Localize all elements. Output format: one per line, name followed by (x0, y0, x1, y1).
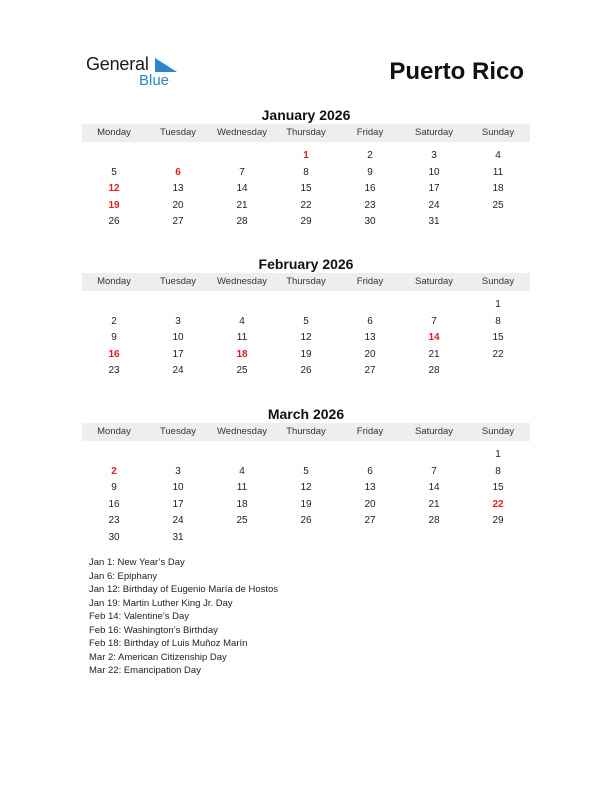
day-cell: 18 (236, 498, 248, 510)
weekday-header: Tuesday (146, 273, 210, 291)
day-cell: 25 (492, 199, 504, 211)
day-cell: 15 (492, 482, 504, 494)
empty-day-cell (402, 530, 466, 547)
logo (86, 54, 186, 94)
calendar-grid (82, 423, 530, 547)
logo-triangle-icon (155, 58, 177, 72)
day-cell: 6 (367, 315, 373, 327)
weekday-header: Saturday (402, 124, 466, 142)
day-cell: 6 (367, 465, 373, 477)
day-cell: 14 (236, 183, 248, 195)
day-cell: 24 (172, 365, 184, 377)
day-cell: 21 (428, 498, 440, 510)
empty-day-cell (338, 447, 402, 464)
day-cell: 10 (428, 166, 440, 178)
empty-day-cell (146, 447, 210, 464)
empty-day-cell (402, 297, 466, 314)
weekday-header: Friday (338, 124, 402, 142)
holiday-day-cell: 1 (303, 150, 309, 161)
day-cell: 11 (236, 482, 248, 494)
empty-day-cell (338, 297, 402, 314)
day-cell: 15 (300, 183, 312, 195)
weekday-header: Wednesday (210, 273, 274, 291)
day-cell: 23 (108, 365, 120, 377)
day-cell: 20 (364, 498, 376, 510)
weekday-header: Monday (82, 423, 146, 441)
weekday-header: Saturday (402, 423, 466, 441)
day-cell: 9 (111, 332, 117, 344)
day-cell: 30 (108, 531, 120, 543)
weekday-header: Thursday (274, 423, 338, 441)
day-cell: 23 (364, 199, 376, 211)
day-cell: 24 (428, 199, 440, 211)
day-cell: 8 (495, 315, 501, 327)
day-cell: 17 (428, 183, 440, 195)
calendar-grid (82, 124, 530, 231)
holiday-day-cell: 14 (428, 332, 440, 344)
weekday-header: Tuesday (146, 423, 210, 441)
empty-day-cell (466, 363, 530, 380)
day-cell: 4 (239, 315, 245, 327)
day-cell: 12 (300, 332, 312, 344)
holiday-item: Feb 14: Valentine’s Day (89, 611, 189, 622)
holiday-day-cell: 2 (111, 465, 117, 477)
day-cell: 13 (364, 482, 376, 494)
day-cell: 12 (300, 482, 312, 494)
day-cell: 31 (172, 531, 184, 543)
day-cell: 21 (236, 199, 248, 211)
day-cell: 19 (300, 498, 312, 510)
day-cell: 30 (364, 216, 376, 228)
holiday-item: Mar 2: American Citizenship Day (89, 651, 227, 663)
holiday-item: Feb 18: Birthday of Luis Muñoz Marín (89, 638, 248, 649)
empty-day-cell (274, 297, 338, 314)
day-cell: 10 (172, 482, 184, 494)
day-cell: 31 (428, 216, 440, 228)
month-march (82, 405, 530, 547)
day-cell: 19 (300, 348, 312, 360)
day-cell: 7 (431, 465, 437, 477)
day-cell: 14 (428, 482, 440, 494)
day-cell: 7 (431, 315, 437, 327)
day-cell: 25 (236, 515, 248, 527)
day-cell: 11 (492, 166, 504, 178)
weekday-header: Saturday (402, 273, 466, 291)
day-cell: 22 (300, 199, 312, 211)
month-january (82, 106, 530, 231)
holiday-day-cell: 12 (108, 183, 120, 195)
country-title: Puerto Rico (389, 58, 524, 85)
weekday-header: Monday (82, 273, 146, 291)
day-cell: 8 (495, 465, 501, 477)
day-cell: 25 (236, 365, 248, 377)
weekday-header: Friday (338, 273, 402, 291)
holiday-item: Jan 12: Birthday of Eugenio María de Hostos (89, 584, 279, 595)
day-cell: 9 (111, 482, 117, 494)
weekday-header: Friday (338, 423, 402, 441)
holiday-day-cell: 19 (108, 199, 120, 211)
day-cell: 5 (303, 465, 309, 477)
day-cell: 22 (492, 348, 504, 360)
empty-day-cell (210, 447, 274, 464)
weekday-header: Wednesday (210, 423, 274, 441)
calendar-grid (82, 273, 530, 380)
day-cell: 17 (172, 498, 184, 510)
weekday-header: Monday (82, 124, 146, 142)
day-cell: 16 (364, 183, 376, 195)
day-cell: 28 (428, 365, 440, 377)
empty-day-cell (146, 148, 210, 165)
day-cell: 2 (111, 315, 117, 327)
empty-day-cell (210, 297, 274, 314)
empty-day-cell (338, 530, 402, 547)
day-cell: 10 (172, 332, 184, 344)
day-cell: 4 (239, 465, 245, 477)
empty-day-cell (82, 297, 146, 314)
weekday-header: Thursday (274, 273, 338, 291)
holiday-item: Jan 19: Martin Luther King Jr. Day (89, 597, 233, 609)
logo-blue-text: Blue (139, 72, 170, 89)
weekday-header: Sunday (466, 124, 530, 142)
day-cell: 15 (492, 332, 504, 344)
day-cell: 8 (303, 166, 309, 178)
day-cell: 16 (108, 498, 120, 510)
holiday-item: Jan 6: Epiphany (89, 570, 158, 582)
empty-day-cell (82, 148, 146, 165)
day-cell: 3 (431, 150, 437, 161)
day-cell: 18 (492, 183, 504, 195)
weekday-header: Thursday (274, 124, 338, 142)
day-cell: 5 (303, 315, 309, 327)
day-cell: 23 (108, 515, 120, 527)
holiday-day-cell: 16 (108, 348, 120, 360)
day-cell: 27 (364, 515, 376, 527)
day-cell: 24 (172, 515, 184, 527)
day-cell: 29 (492, 515, 504, 527)
logo-general-text: General (86, 54, 149, 74)
day-cell: 17 (172, 348, 184, 360)
empty-day-cell (274, 530, 338, 547)
day-cell: 7 (239, 166, 245, 178)
day-cell: 28 (236, 216, 248, 228)
month-title: February 2026 (258, 256, 354, 272)
day-cell: 13 (364, 332, 376, 344)
day-cell: 20 (364, 348, 376, 360)
holiday-day-cell: 6 (175, 166, 181, 178)
day-cell: 5 (111, 166, 117, 178)
empty-day-cell (82, 447, 146, 464)
empty-day-cell (402, 447, 466, 464)
holiday-item: Mar 22: Emancipation Day (89, 665, 201, 676)
month-february (82, 255, 530, 380)
day-cell: 26 (108, 216, 120, 228)
holiday-day-cell: 18 (236, 348, 248, 360)
weekday-header: Wednesday (210, 124, 274, 142)
empty-day-cell (466, 214, 530, 231)
holiday-list (89, 556, 278, 678)
empty-day-cell (210, 530, 274, 547)
month-title: January 2026 (261, 107, 351, 123)
day-cell: 20 (172, 199, 184, 211)
day-cell: 29 (300, 216, 312, 228)
day-cell: 26 (300, 365, 312, 377)
empty-day-cell (466, 530, 530, 547)
empty-day-cell (210, 148, 274, 165)
empty-day-cell (146, 297, 210, 314)
empty-day-cell (274, 447, 338, 464)
day-cell: 2 (367, 150, 373, 161)
holiday-item: Jan 1: New Year’s Day (89, 557, 185, 568)
day-cell: 13 (172, 183, 184, 195)
day-cell: 1 (495, 299, 501, 310)
weekday-header: Sunday (466, 273, 530, 291)
day-cell: 4 (495, 150, 501, 161)
weekday-header: Tuesday (146, 124, 210, 142)
day-cell: 1 (495, 449, 501, 460)
day-cell: 3 (175, 465, 181, 477)
day-cell: 9 (367, 166, 373, 178)
day-cell: 3 (175, 315, 181, 327)
holiday-item: Feb 16: Washington’s Birthday (89, 624, 218, 636)
holiday-day-cell: 22 (492, 498, 504, 510)
day-cell: 28 (428, 515, 440, 527)
day-cell: 27 (172, 216, 184, 228)
month-title: March 2026 (267, 406, 345, 422)
day-cell: 26 (300, 515, 312, 527)
day-cell: 11 (236, 332, 248, 344)
day-cell: 21 (428, 348, 440, 360)
weekday-header: Sunday (466, 423, 530, 441)
day-cell: 27 (364, 365, 376, 377)
